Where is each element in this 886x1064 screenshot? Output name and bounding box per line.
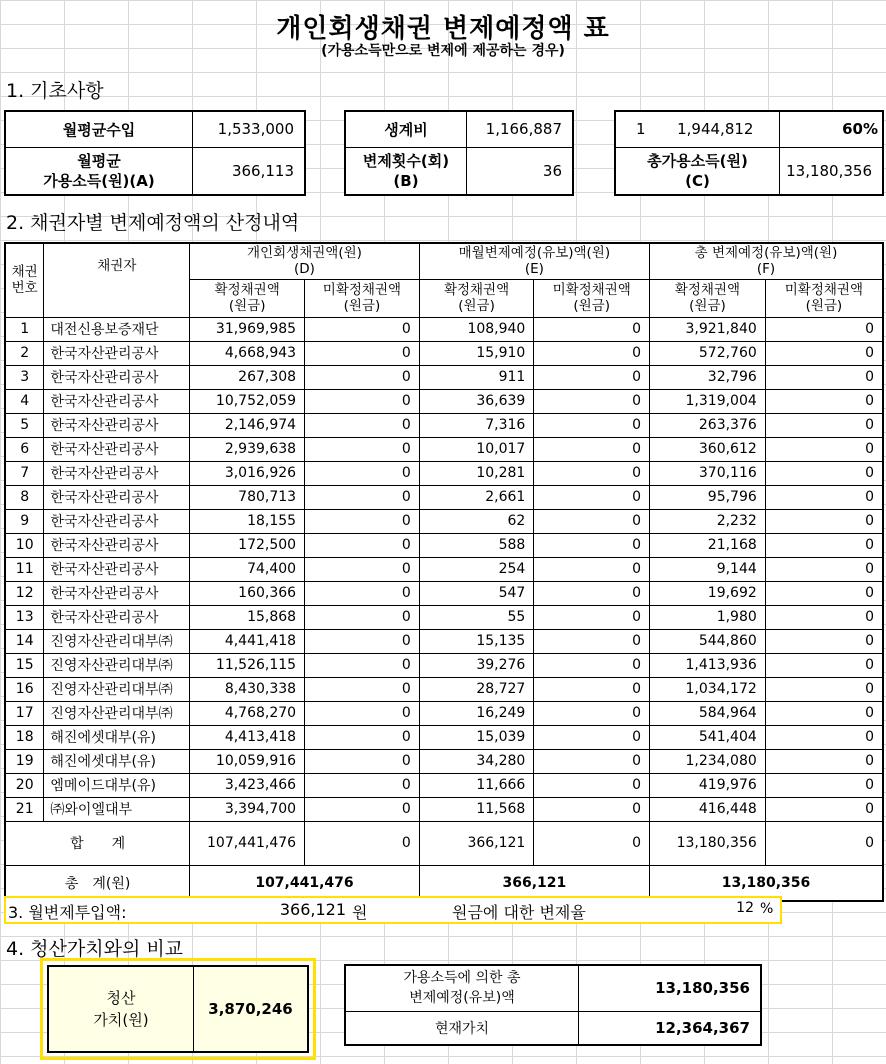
claim-unconfirmed[interactable]: 0	[305, 437, 420, 461]
total-confirmed[interactable]: 416,448	[650, 797, 766, 821]
planned-repayment-label: 가용소득에 의한 총 변제예정(유보)액	[345, 965, 579, 1011]
monthly-confirmed[interactable]: 39,276	[419, 653, 534, 677]
claim-unconfirmed[interactable]: 0	[305, 773, 420, 797]
total-unconfirmed[interactable]: 0	[765, 653, 883, 677]
monthly-unconfirmed[interactable]: 0	[534, 653, 650, 677]
creditor-name[interactable]: 한국자산관리공사	[44, 533, 190, 557]
living-cost-value[interactable]: 1,166,887	[467, 111, 574, 147]
row-number: 17	[5, 701, 44, 725]
row-number: 8	[5, 485, 44, 509]
header-confirmed: 확정채권액 (원금)	[190, 279, 305, 317]
row-number: 13	[5, 605, 44, 629]
header-unconfirmed: 미확정채권액 (원금)	[534, 279, 650, 317]
disposable-income-value[interactable]: 366,113	[193, 147, 306, 195]
monthly-confirmed[interactable]: 7,316	[419, 413, 534, 437]
row-number: 19	[5, 749, 44, 773]
monthly-confirmed[interactable]: 16,249	[419, 701, 534, 725]
claim-confirmed[interactable]: 18,155	[190, 509, 305, 533]
monthly-confirmed[interactable]: 11,568	[419, 797, 534, 821]
monthly-confirmed[interactable]: 36,639	[419, 389, 534, 413]
monthly-confirmed[interactable]: 911	[419, 365, 534, 389]
claim-confirmed[interactable]: 4,413,418	[190, 725, 305, 749]
monthly-confirmed[interactable]: 34,280	[419, 749, 534, 773]
row-number: 9	[5, 509, 44, 533]
total-confirmed[interactable]: 419,976	[650, 773, 766, 797]
claim-confirmed[interactable]: 8,430,338	[190, 677, 305, 701]
monthly-unconfirmed[interactable]: 0	[534, 365, 650, 389]
monthly-income-value[interactable]: 1,533,000	[193, 111, 306, 147]
claim-confirmed[interactable]: 2,146,974	[190, 413, 305, 437]
header-total-f: 총 변제예정(유보)액(원) (F)	[650, 243, 883, 279]
disposable-income-label: 월평균 가용소득(원)(A)	[5, 147, 193, 195]
basics-total-table	[614, 110, 884, 196]
monthly-confirmed[interactable]: 15,039	[419, 725, 534, 749]
present-value-label: 현재가치	[345, 1011, 579, 1045]
creditor-name[interactable]: 한국자산관리공사	[44, 389, 190, 413]
monthly-unconfirmed[interactable]: 0	[534, 557, 650, 581]
ratio-cell	[615, 111, 780, 147]
total-unconfirmed[interactable]: 0	[765, 317, 883, 341]
total-e: 366,121	[419, 865, 649, 901]
total-unconfirmed[interactable]: 0	[765, 557, 883, 581]
total-income-label: 총가용소득(원) (C)	[615, 147, 780, 195]
monthly-unconfirmed[interactable]: 0	[534, 629, 650, 653]
claim-unconfirmed[interactable]: 0	[305, 701, 420, 725]
row-number: 21	[5, 797, 44, 821]
header-number: 채권 번호	[5, 243, 44, 317]
claim-unconfirmed[interactable]: 0	[305, 629, 420, 653]
total-unconfirmed[interactable]: 0	[765, 605, 883, 629]
table-row	[5, 701, 883, 725]
total-confirmed[interactable]: 1,980	[650, 605, 766, 629]
monthly-confirmed[interactable]: 62	[419, 509, 534, 533]
row-number: 10	[5, 533, 44, 557]
total-confirmed[interactable]: 1,034,172	[650, 677, 766, 701]
sum-f-unconfirmed: 0	[765, 821, 883, 865]
monthly-confirmed[interactable]: 588	[419, 533, 534, 557]
ratio-value: 1,944,812	[677, 120, 754, 139]
ratio-pct: 60%	[780, 111, 884, 147]
creditor-name[interactable]: 한국자산관리공사	[44, 485, 190, 509]
claim-unconfirmed[interactable]: 0	[305, 653, 420, 677]
header-confirmed: 확정채권액 (원금)	[650, 279, 766, 317]
claim-unconfirmed[interactable]: 0	[305, 341, 420, 365]
table-row	[5, 389, 883, 413]
living-cost-label: 생계비	[345, 111, 467, 147]
total-confirmed[interactable]: 541,404	[650, 725, 766, 749]
total-unconfirmed[interactable]: 0	[765, 437, 883, 461]
total-confirmed[interactable]: 370,116	[650, 461, 766, 485]
total-confirmed[interactable]: 544,860	[650, 629, 766, 653]
section-4-heading: 4. 청산가치와의 비교	[6, 938, 184, 960]
header-monthly-e: 매월변제예정(유보)액(원) (E)	[419, 243, 649, 279]
monthly-payment-row	[4, 896, 782, 924]
claim-unconfirmed[interactable]: 0	[305, 365, 420, 389]
table-row	[5, 341, 883, 365]
total-unconfirmed[interactable]: 0	[765, 509, 883, 533]
liquidation-value[interactable]: 3,870,246	[194, 966, 309, 1052]
monthly-payment-amount[interactable]: 366,121	[279, 900, 346, 919]
monthly-unconfirmed[interactable]: 0	[534, 773, 650, 797]
repayment-rate[interactable]: 12	[736, 900, 754, 916]
claim-confirmed[interactable]: 31,969,985	[190, 317, 305, 341]
monthly-unconfirmed[interactable]: 0	[534, 317, 650, 341]
claim-confirmed[interactable]: 4,441,418	[190, 629, 305, 653]
creditor-name[interactable]: 대전신용보증재단	[44, 317, 190, 341]
table-row	[5, 485, 883, 509]
total-confirmed[interactable]: 1,234,080	[650, 749, 766, 773]
header-unconfirmed: 미확정채권액 (원금)	[765, 279, 883, 317]
row-number: 5	[5, 413, 44, 437]
claim-unconfirmed[interactable]: 0	[305, 557, 420, 581]
total-confirmed[interactable]: 32,796	[650, 365, 766, 389]
total-unconfirmed[interactable]: 0	[765, 485, 883, 509]
repayment-count-value[interactable]: 36	[467, 147, 574, 195]
sum-e-confirmed: 366,121	[419, 821, 534, 865]
claim-unconfirmed[interactable]: 0	[305, 749, 420, 773]
header-confirmed: 확정채권액 (원금)	[419, 279, 534, 317]
basics-living-table	[344, 110, 574, 196]
creditor-name[interactable]: 진영자산관리대부㈜	[44, 653, 190, 677]
creditor-name[interactable]: ㈜와이엘대부	[44, 797, 190, 821]
row-number: 12	[5, 581, 44, 605]
creditor-name[interactable]: 한국자산관리공사	[44, 605, 190, 629]
claim-confirmed[interactable]: 3,394,700	[190, 797, 305, 821]
sum-f-confirmed: 13,180,356	[650, 821, 766, 865]
total-unconfirmed[interactable]: 0	[765, 413, 883, 437]
table-row	[5, 677, 883, 701]
claim-unconfirmed[interactable]: 0	[305, 461, 420, 485]
creditor-table	[4, 242, 884, 902]
sum-label: 합 계	[5, 821, 190, 865]
total-confirmed[interactable]: 3,921,840	[650, 317, 766, 341]
total-confirmed[interactable]: 95,796	[650, 485, 766, 509]
table-row	[5, 317, 883, 341]
row-number: 11	[5, 557, 44, 581]
creditor-name[interactable]: 엠메이드대부(유)	[44, 773, 190, 797]
total-unconfirmed[interactable]: 0	[765, 773, 883, 797]
claim-unconfirmed[interactable]: 0	[305, 581, 420, 605]
claim-confirmed[interactable]: 11,526,115	[190, 653, 305, 677]
header-unconfirmed: 미확정채권액 (원금)	[305, 279, 420, 317]
row-number: 20	[5, 773, 44, 797]
claim-confirmed[interactable]: 160,366	[190, 581, 305, 605]
table-row	[5, 365, 883, 389]
row-number: 3	[5, 365, 44, 389]
total-confirmed[interactable]: 9,144	[650, 557, 766, 581]
row-number: 16	[5, 677, 44, 701]
monthly-unconfirmed[interactable]: 0	[534, 341, 650, 365]
total-confirmed[interactable]: 584,964	[650, 701, 766, 725]
row-number: 2	[5, 341, 44, 365]
total-confirmed[interactable]: 263,376	[650, 413, 766, 437]
page-title: 개인회생채권 변제예정액 표	[276, 14, 610, 44]
header-claim-d: 개인회생채권액(원) (D)	[190, 243, 420, 279]
creditor-name[interactable]: 한국자산관리공사	[44, 437, 190, 461]
total-unconfirmed[interactable]: 0	[765, 365, 883, 389]
liquidation-highlight	[40, 958, 316, 1060]
table-row	[5, 725, 883, 749]
table-row	[5, 749, 883, 773]
total-label: 총 계(원)	[5, 865, 190, 901]
liquidation-table	[47, 965, 309, 1053]
total-confirmed[interactable]: 1,413,936	[650, 653, 766, 677]
liquidation-label: 청산 가치(원)	[48, 966, 194, 1052]
total-unconfirmed[interactable]: 0	[765, 581, 883, 605]
claim-unconfirmed[interactable]: 0	[305, 725, 420, 749]
basics-income-table	[4, 110, 306, 196]
creditor-name[interactable]: 한국자산관리공사	[44, 557, 190, 581]
claim-unconfirmed[interactable]: 0	[305, 389, 420, 413]
table-row	[5, 533, 883, 557]
claim-unconfirmed[interactable]: 0	[305, 605, 420, 629]
claim-confirmed[interactable]: 74,400	[190, 557, 305, 581]
creditor-name[interactable]: 한국자산관리공사	[44, 581, 190, 605]
claim-unconfirmed[interactable]: 0	[305, 413, 420, 437]
total-unconfirmed[interactable]: 0	[765, 533, 883, 557]
table-row	[5, 629, 883, 653]
table-row	[5, 413, 883, 437]
creditor-name[interactable]: 진영자산관리대부㈜	[44, 677, 190, 701]
table-row	[5, 773, 883, 797]
total-unconfirmed[interactable]: 0	[765, 677, 883, 701]
table-row	[5, 653, 883, 677]
section-2-heading: 2. 채권자별 변제예정액의 산정내역	[6, 212, 300, 234]
monthly-unconfirmed[interactable]: 0	[534, 413, 650, 437]
claim-confirmed[interactable]: 267,308	[190, 365, 305, 389]
total-confirmed[interactable]: 2,232	[650, 509, 766, 533]
total-unconfirmed[interactable]: 0	[765, 461, 883, 485]
claim-confirmed[interactable]: 4,768,270	[190, 701, 305, 725]
monthly-confirmed[interactable]: 108,940	[419, 317, 534, 341]
total-confirmed[interactable]: 1,319,004	[650, 389, 766, 413]
table-row	[5, 605, 883, 629]
row-number: 15	[5, 653, 44, 677]
creditor-name[interactable]: 한국자산관리공사	[44, 509, 190, 533]
creditor-name[interactable]: 한국자산관리공사	[44, 461, 190, 485]
claim-unconfirmed[interactable]: 0	[305, 485, 420, 509]
monthly-confirmed[interactable]: 547	[419, 581, 534, 605]
monthly-unconfirmed[interactable]: 0	[534, 485, 650, 509]
monthly-unconfirmed[interactable]: 0	[534, 677, 650, 701]
sum-d-confirmed: 107,441,476	[190, 821, 305, 865]
monthly-unconfirmed[interactable]: 0	[534, 533, 650, 557]
monthly-unconfirmed[interactable]: 0	[534, 461, 650, 485]
section-1-heading: 1. 기초사항	[6, 80, 104, 102]
claim-confirmed[interactable]: 4,668,943	[190, 341, 305, 365]
present-value-value[interactable]: 12,364,367	[579, 1011, 762, 1045]
claim-unconfirmed[interactable]: 0	[305, 317, 420, 341]
comparison-table	[344, 964, 762, 1046]
table-row	[5, 557, 883, 581]
claim-unconfirmed[interactable]: 0	[305, 797, 420, 821]
row-number: 18	[5, 725, 44, 749]
repayment-rate-unit: %	[760, 901, 774, 917]
sum-d-unconfirmed: 0	[305, 821, 420, 865]
creditor-name[interactable]: 진영자산관리대부㈜	[44, 629, 190, 653]
claim-unconfirmed[interactable]: 0	[305, 509, 420, 533]
monthly-income-label: 월평균수입	[5, 111, 193, 147]
monthly-unconfirmed[interactable]: 0	[534, 797, 650, 821]
repayment-count-label: 변제횟수(회) (B)	[345, 147, 467, 195]
row-number: 7	[5, 461, 44, 485]
row-number: 4	[5, 389, 44, 413]
monthly-confirmed[interactable]: 10,017	[419, 437, 534, 461]
claim-unconfirmed[interactable]: 0	[305, 677, 420, 701]
monthly-confirmed[interactable]: 28,727	[419, 677, 534, 701]
row-number: 6	[5, 437, 44, 461]
monthly-confirmed[interactable]: 55	[419, 605, 534, 629]
monthly-confirmed[interactable]: 15,135	[419, 629, 534, 653]
monthly-unconfirmed[interactable]: 0	[534, 581, 650, 605]
claim-confirmed[interactable]: 15,868	[190, 605, 305, 629]
total-confirmed[interactable]: 572,760	[650, 341, 766, 365]
claim-confirmed[interactable]: 10,752,059	[190, 389, 305, 413]
claim-unconfirmed[interactable]: 0	[305, 533, 420, 557]
monthly-confirmed[interactable]: 11,666	[419, 773, 534, 797]
monthly-payment-unit: 원	[352, 903, 368, 922]
total-unconfirmed[interactable]: 0	[765, 797, 883, 821]
claim-confirmed[interactable]: 3,423,466	[190, 773, 305, 797]
claim-confirmed[interactable]: 3,016,926	[190, 461, 305, 485]
total-confirmed[interactable]: 360,612	[650, 437, 766, 461]
table-row	[5, 461, 883, 485]
monthly-confirmed[interactable]: 10,281	[419, 461, 534, 485]
total-unconfirmed[interactable]: 0	[765, 749, 883, 773]
total-unconfirmed[interactable]: 0	[765, 629, 883, 653]
monthly-unconfirmed[interactable]: 0	[534, 749, 650, 773]
monthly-confirmed[interactable]: 2,661	[419, 485, 534, 509]
creditor-name[interactable]: 진영자산관리대부㈜	[44, 701, 190, 725]
creditor-name[interactable]: 한국자산관리공사	[44, 341, 190, 365]
table-row	[5, 581, 883, 605]
claim-confirmed[interactable]: 2,939,638	[190, 437, 305, 461]
creditor-name[interactable]: 해진에셋대부(유)	[44, 725, 190, 749]
row-number: 1	[5, 317, 44, 341]
table-row	[5, 437, 883, 461]
page-subtitle: (가용소득만으로 변제에 제공하는 경우)	[321, 43, 565, 59]
header-creditor: 채권자	[44, 243, 190, 317]
total-unconfirmed[interactable]: 0	[765, 389, 883, 413]
monthly-unconfirmed[interactable]: 0	[534, 725, 650, 749]
planned-repayment-value[interactable]: 13,180,356	[579, 965, 762, 1011]
monthly-unconfirmed[interactable]: 0	[534, 701, 650, 725]
monthly-payment-label: 3. 월변제투입액:	[8, 903, 127, 922]
row-number: 14	[5, 629, 44, 653]
sum-e-unconfirmed: 0	[534, 821, 650, 865]
repayment-rate-label: 원금에 대한 변제율	[452, 903, 586, 922]
creditor-name[interactable]: 해진에셋대부(유)	[44, 749, 190, 773]
creditor-name[interactable]: 한국자산관리공사	[44, 365, 190, 389]
monthly-confirmed[interactable]: 15,910	[419, 341, 534, 365]
total-f: 13,180,356	[650, 865, 883, 901]
total-confirmed[interactable]: 21,168	[650, 533, 766, 557]
table-row	[5, 509, 883, 533]
monthly-confirmed[interactable]: 254	[419, 557, 534, 581]
ratio-index: 1	[636, 120, 646, 139]
claim-confirmed[interactable]: 780,713	[190, 485, 305, 509]
monthly-unconfirmed[interactable]: 0	[534, 605, 650, 629]
table-row	[5, 797, 883, 821]
monthly-unconfirmed[interactable]: 0	[534, 389, 650, 413]
monthly-unconfirmed[interactable]: 0	[534, 509, 650, 533]
creditor-name[interactable]: 한국자산관리공사	[44, 413, 190, 437]
total-unconfirmed[interactable]: 0	[765, 701, 883, 725]
monthly-unconfirmed[interactable]: 0	[534, 437, 650, 461]
total-d: 107,441,476	[190, 865, 420, 901]
total-unconfirmed[interactable]: 0	[765, 725, 883, 749]
total-confirmed[interactable]: 19,692	[650, 581, 766, 605]
claim-confirmed[interactable]: 172,500	[190, 533, 305, 557]
total-unconfirmed[interactable]: 0	[765, 341, 883, 365]
total-income-value[interactable]: 13,180,356	[780, 147, 884, 195]
claim-confirmed[interactable]: 10,059,916	[190, 749, 305, 773]
